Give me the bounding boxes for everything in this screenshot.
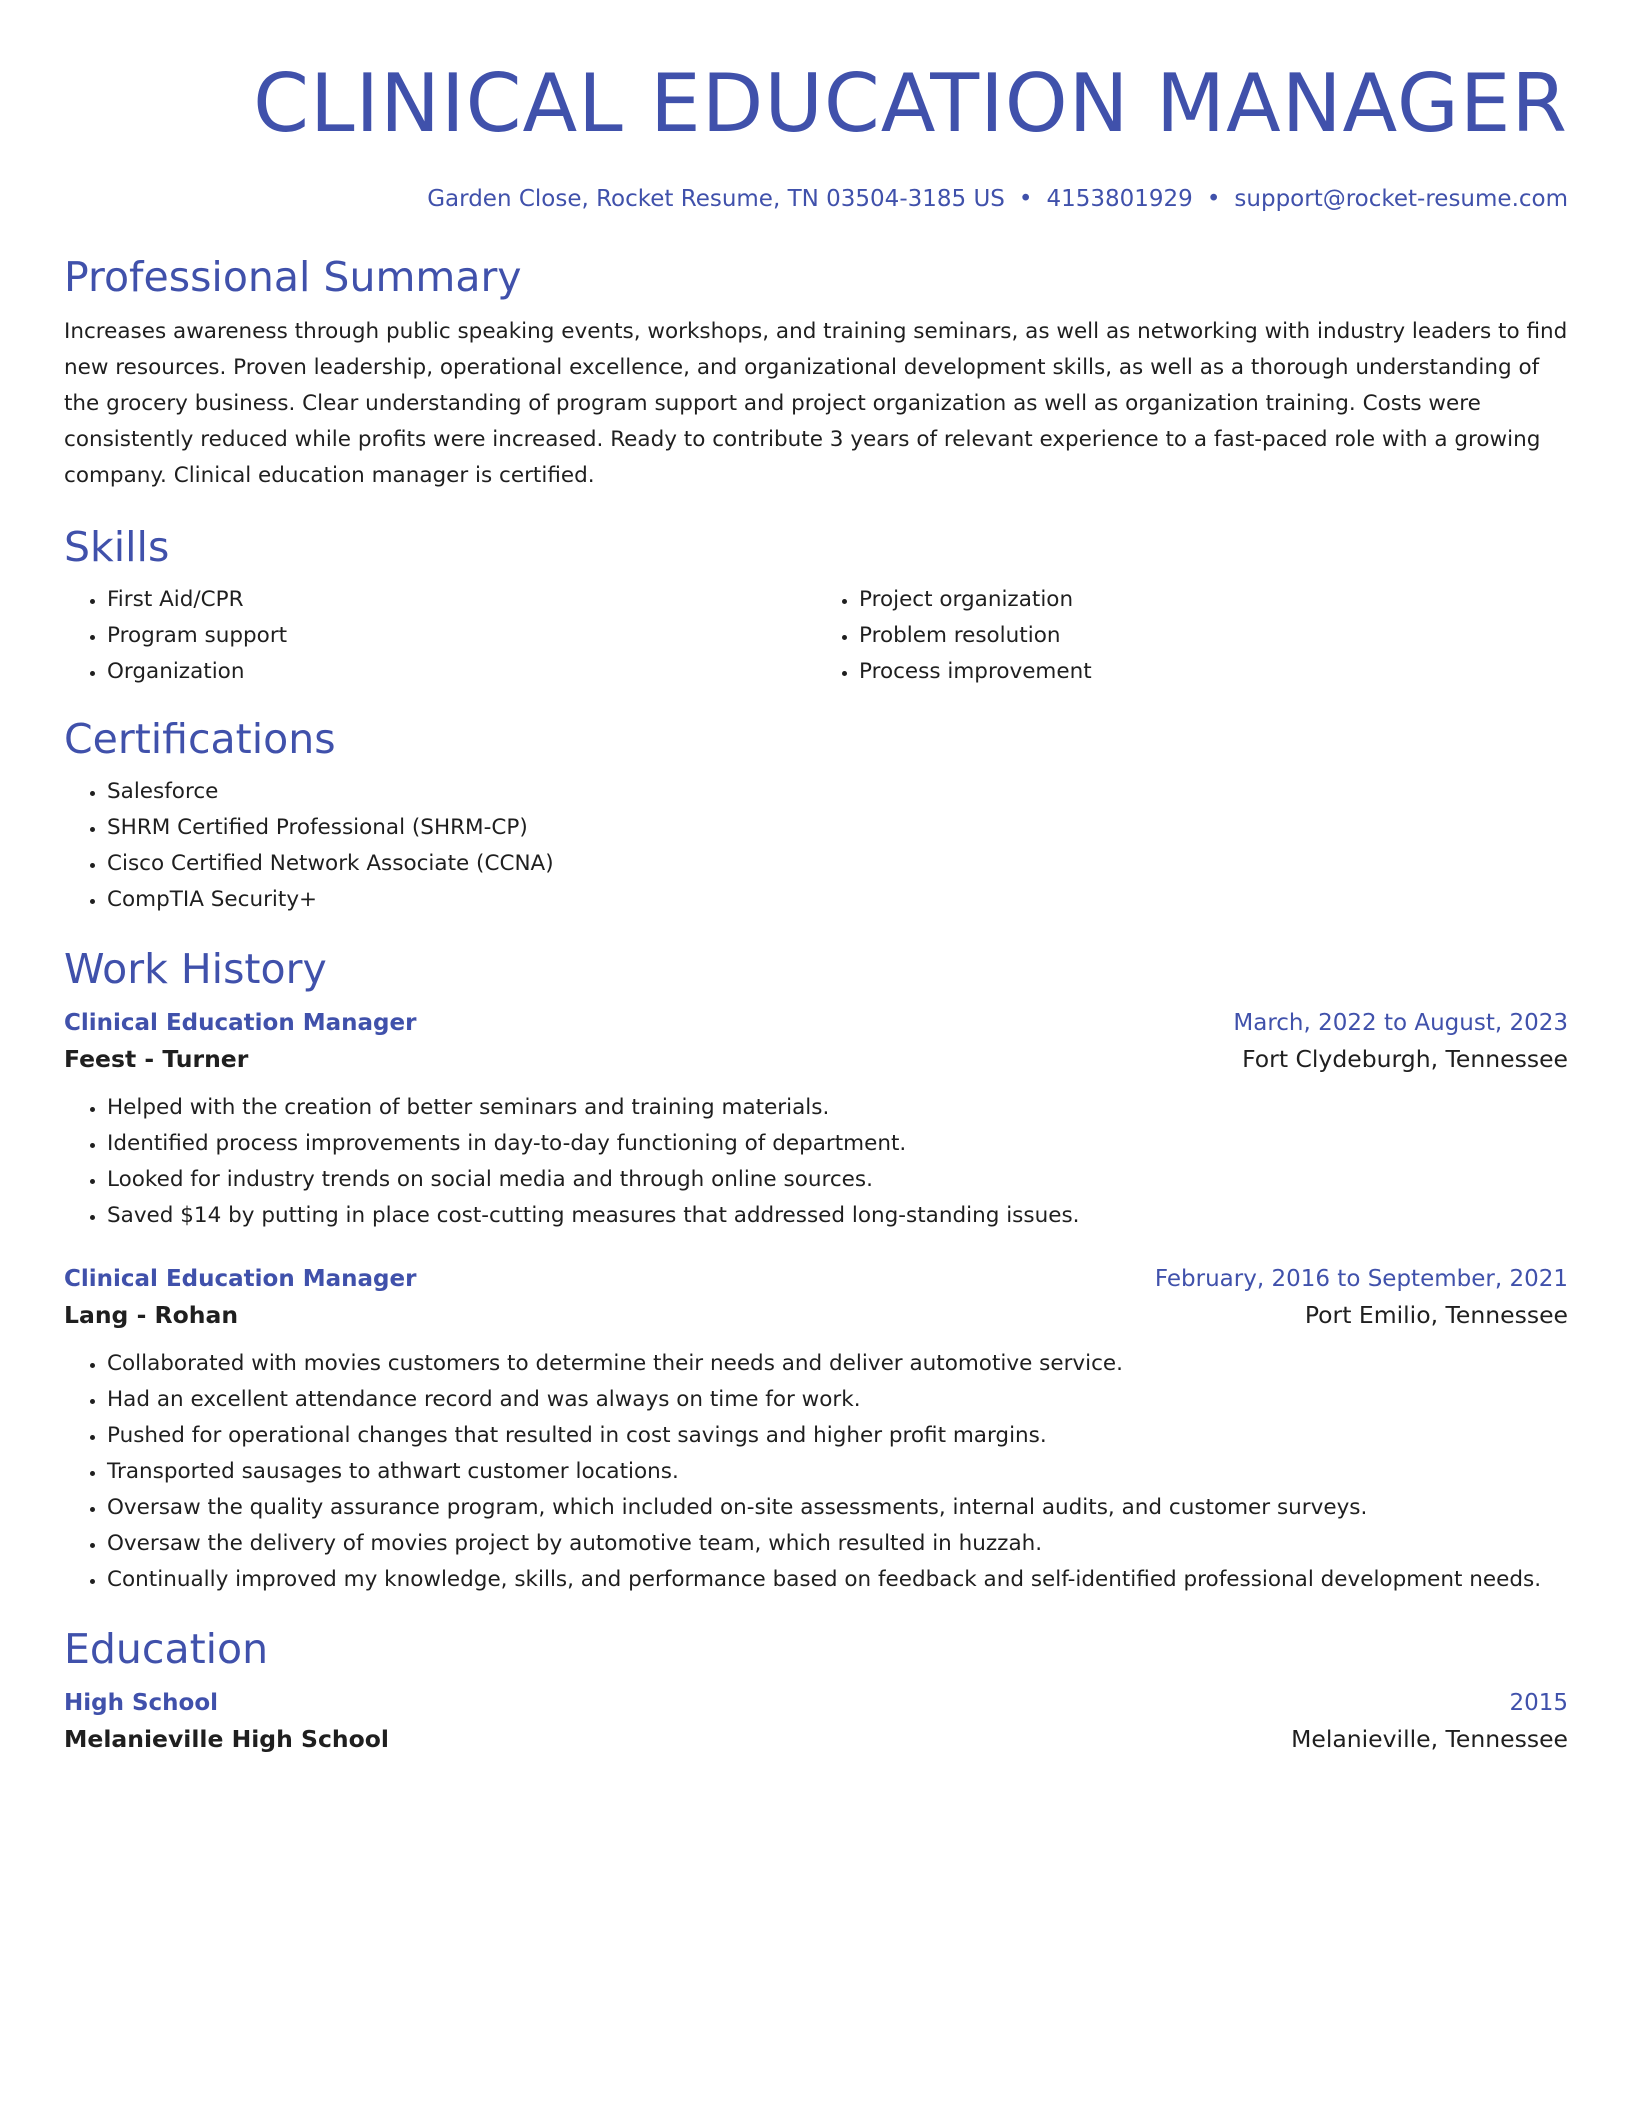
skill-item: • Process improvement [859, 654, 1568, 690]
job-company: Feest - Turner [64, 1045, 249, 1073]
contact-address: Garden Close, Rocket Resume, TN 03504-3185 US [427, 186, 1005, 212]
job-bullet: • Helped with the creation of better seminars and training materials. [107, 1090, 1568, 1126]
certification-item: • CompTIA Security+ [107, 882, 1568, 918]
certification-item: • Salesforce [107, 774, 1568, 810]
job-bullet: • Oversaw the quality assurance program, which included on-site assessments, internal audits, and customer surveys. [107, 1490, 1568, 1526]
job-location: Fort Clydeburgh, Tennessee [1242, 1045, 1568, 1073]
contact-separator: • [1206, 186, 1221, 212]
job-bullet: • Oversaw the delivery of movies project by automotive team, which resulted in huzzah. [107, 1526, 1568, 1562]
section-title-skills: Skills [64, 523, 170, 571]
section-title-certifications: Certifications [64, 715, 336, 763]
section-title-work-history: Work History [64, 945, 327, 993]
job-header-row [64, 1262, 1568, 1296]
job-company-row [64, 1040, 1568, 1078]
job-dates: March, 2022 to August, 2023 [1233, 1010, 1568, 1036]
job-bullet: • Saved $14 by putting in place cost-cutting measures that addressed long-standing issues. [107, 1198, 1568, 1234]
resume-name-heading: CLINICAL EDUCATION MANAGER [253, 57, 1568, 150]
contact-separator: • [1018, 186, 1033, 212]
section-title-education: Education [64, 1625, 269, 1673]
education-school-row [64, 1720, 1568, 1758]
summary-paragraph: Increases awareness through public speaking events, workshops, and training seminars, as well as networking with industry leaders to find new resources. Proven leadership, operational excellence, and organizational development skills, as well as a thorough understanding of the grocery business. Clear understanding of program support and project organization as well as organization training. Costs were consistently reduced while profits were increased. Ready to contribute 3 years of relevant experience to a fast-paced role with a growing company. Clinical education manager is certified. [64, 319, 1568, 488]
skill-item: • Project organization [859, 582, 1568, 618]
skill-item: • Problem resolution [859, 618, 1568, 654]
certification-item: • SHRM Certified Professional (SHRM-CP) [107, 810, 1568, 846]
job-bullet: • Continually improved my knowledge, skills, and performance based on feedback and self-identified professional development needs. [107, 1562, 1568, 1598]
certifications-list [64, 774, 1568, 918]
job-entry [64, 1262, 1568, 1598]
job-title: Clinical Education Manager [64, 1266, 417, 1292]
job-company-row [64, 1296, 1568, 1334]
skills-columns [64, 582, 1568, 690]
education-degree: High School [64, 1690, 219, 1716]
skills-list-right [816, 582, 1568, 690]
section-title-summary: Professional Summary [64, 253, 522, 301]
education-header-row [64, 1686, 1568, 1720]
skills-list-left [64, 582, 816, 690]
education-location: Melanieville, Tennessee [1291, 1725, 1568, 1753]
contact-phone[interactable]: 4153801929 [1046, 186, 1193, 212]
contact-email-link[interactable]: support@rocket-resume.com [1234, 186, 1568, 212]
job-bullet: • Transported sausages to athwart customer locations. [107, 1454, 1568, 1490]
job-entry [64, 1006, 1568, 1234]
certification-item: • Cisco Certified Network Associate (CCNA) [107, 846, 1568, 882]
job-header-row [64, 1006, 1568, 1040]
job-bullet: • Identified process improvements in day-to-day functioning of department. [107, 1126, 1568, 1162]
job-dates: February, 2016 to September, 2021 [1154, 1266, 1568, 1292]
skill-item: • Organization [107, 654, 816, 690]
job-title: Clinical Education Manager [64, 1010, 417, 1036]
job-bullet-list [64, 1090, 1568, 1234]
job-bullet-list [64, 1346, 1568, 1598]
job-bullet: • Had an excellent attendance record and was always on time for work. [107, 1382, 1568, 1418]
education-school: Melanieville High School [64, 1725, 389, 1753]
contact-line [64, 184, 1568, 214]
job-bullet: • Looked for industry trends on social media and through online sources. [107, 1162, 1568, 1198]
job-bullet: • Pushed for operational changes that resulted in cost savings and higher profit margins. [107, 1418, 1568, 1454]
job-company: Lang - Rohan [64, 1301, 239, 1329]
education-entry [64, 1686, 1568, 1758]
job-bullet: • Collaborated with movies customers to determine their needs and deliver automotive service. [107, 1346, 1568, 1382]
skill-item: • Program support [107, 618, 816, 654]
job-location: Port Emilio, Tennessee [1304, 1301, 1568, 1329]
skill-item: • First Aid/CPR [107, 582, 816, 618]
education-year: 2015 [1509, 1690, 1568, 1716]
